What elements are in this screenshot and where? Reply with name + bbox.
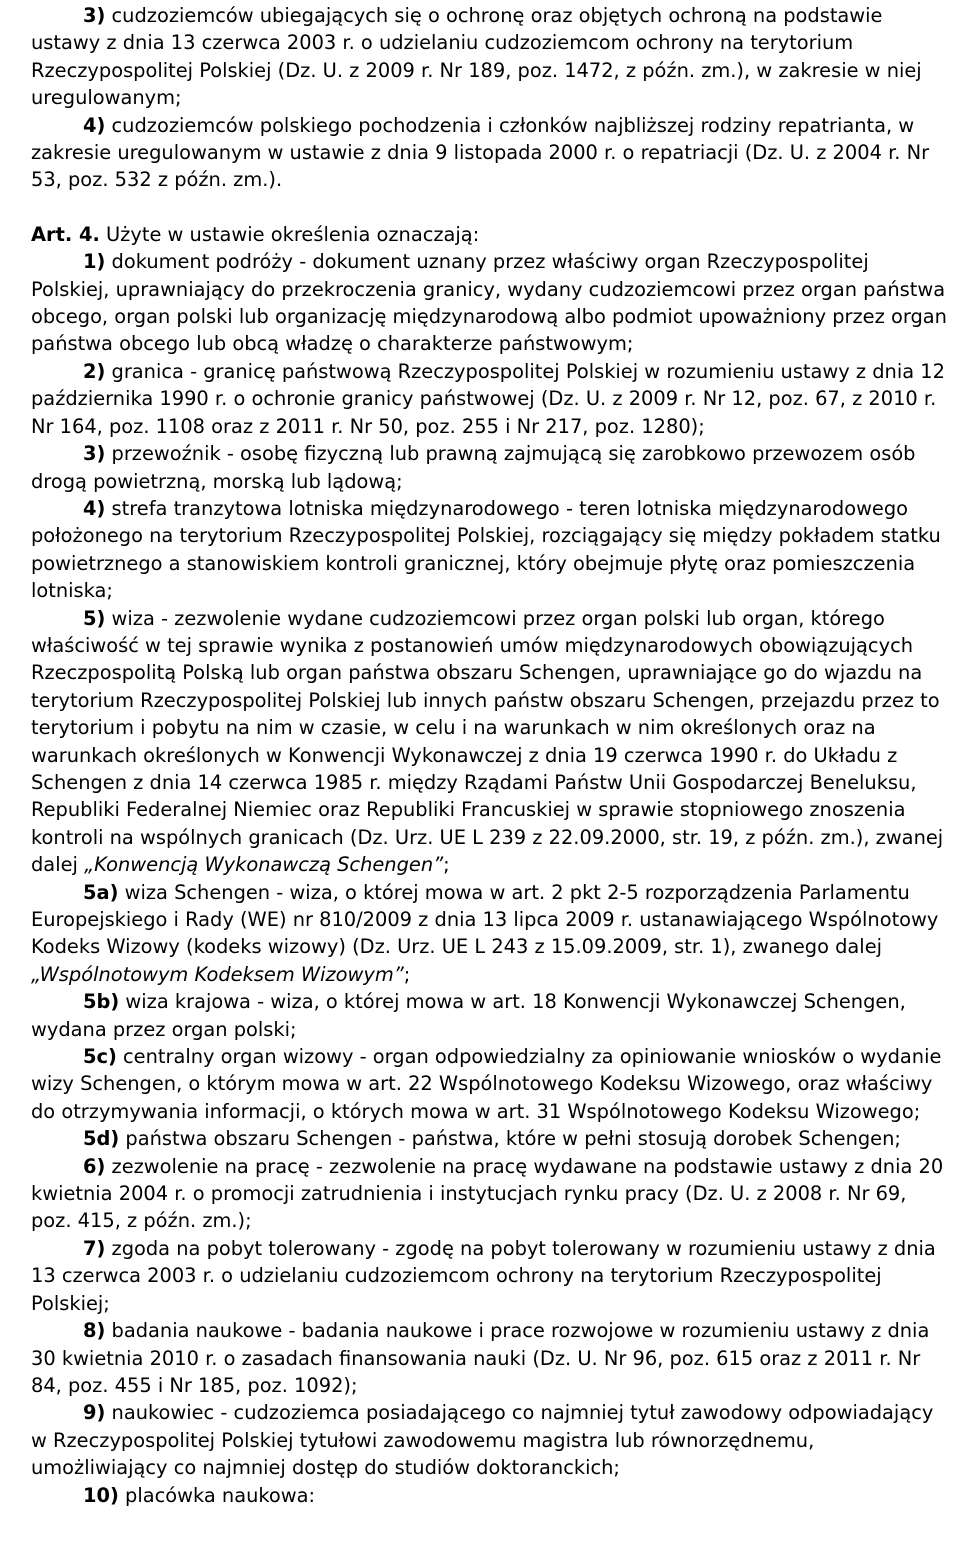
definition-text: wiza Schengen - wiza, o której mowa w art. 2 pkt 2-5 rozporządzenia Parlamentu Europejskiego i Rady (WE) nr 810/2009 z dnia 13 lipca 2009 r. ustanawiającego Wspólnotowy Kodeks Wizowy (kodeks wizowy) (Dz. Urz. UE L 243 z 15.09.2009, str. 1), zwanego dalej [31, 880, 939, 959]
definition-text: przewoźnik - osobę fizyczną lub prawną zajmującą się zarobkowo przewozem osób drogą powietrzną, morską lub lądową; [31, 442, 916, 493]
definition-5b [31, 988, 948, 1043]
article-heading [31, 221, 948, 248]
definition-3 [31, 440, 948, 495]
item-number: 4) [83, 113, 106, 137]
item-text: cudzoziemców ubiegających się o ochronę oraz objętych ochroną na podstawie ustawy z dnia 13 czerwca 2003 r. o udzielaniu cudzoziemcom ochrony na terytorium Rzeczypospolitej Polskiej (Dz. U. z 2009 r. Nr 189, poz. 1472, z późn. zm.), w zakresie w niej uregulowanym; [31, 4, 922, 110]
definition-number: 1) [83, 250, 106, 274]
definition-7 [31, 1235, 948, 1317]
definition-text: centralny organ wizowy - organ odpowiedzialny za opiniowanie wniosków o wydanie wizy Schengen, o którym mowa w art. 22 Wspólnotowego Kodeksu Wizowego, oraz właściwy do otrzymywania informacji, o których mowa w art. 31 Wspólnotowego Kodeksu Wizowego; [31, 1045, 942, 1123]
definition-5a [31, 879, 948, 989]
definition-number: 5a) [83, 880, 119, 904]
definition-number: 4) [83, 496, 106, 520]
definition-text: wiza - zezwolenie wydane cudzoziemcowi przez organ polski lub organ, którego właściwość w tej sprawie wynika z postanowień umów międzynarodowych obowiązujących Rzeczpospolitą Polską lub organ państwa obszaru Schengen, uprawniające go do wjazdu na terytorium Rzeczypospolitej Polskiej lub innych państw obszaru Schengen, przejazdu przez to terytorium i pobytu na nim w czasie, w celu i na warunkach w nim określonych oraz na warunkach określonych w Konwencji Wykonawczej z dnia 19 czerwca 1990 r. do Układu z Schengen z dnia 14 czerwca 1985 r. między Rządami Państw Unii Gospodarczej Beneluksu, Republiki Federalnej Niemiec oraz Republiki Francuskiej w sprawie stopniowego znoszenia kontroli na wspólnych granicach (Dz. Urz. UE L 239 z 22.09.2000, str. 19, z późn. zm.), zwanej dalej [31, 606, 944, 877]
definition-number: 10) [83, 1483, 119, 1507]
definition-5 [31, 605, 948, 879]
list-item-4 [31, 112, 948, 194]
definition-text: strefa tranzytowa lotniska międzynarodowego - teren lotniska międzynarodowego położonego na terytorium Rzeczypospolitej Polskiej, rozciągający się między pokładem statku powietrznego a stanowiskiem kontroli granicznej, który obejmuje płytę oraz pomieszczenia lotniska; [31, 496, 941, 603]
definition-1 [31, 248, 948, 358]
definition-text: badania naukowe - badania naukowe i prace rozwojowe w rozumieniu ustawy z dnia 30 kwietnia 2010 r. o zasadach finansowania nauki (Dz. U. Nr 96, poz. 615 oraz z 2011 r. Nr 84, poz. 455 i Nr 185, poz. 1092); [31, 1319, 930, 1397]
definition-tail: ; [443, 853, 450, 877]
definition-number: 5) [83, 606, 106, 630]
article-label: Art. 4. [31, 222, 100, 246]
definition-text: placówka naukowa: [118, 1483, 316, 1507]
article-intro: Użyte w ustawie określenia oznaczają: [99, 222, 480, 246]
definition-9 [31, 1399, 948, 1481]
defined-term: „Wspólnotowym Kodeksem Wizowym” [31, 962, 404, 986]
definition-text: granica - granicę państwową Rzeczypospolitej Polskiej w rozumieniu ustawy z dnia 12 października 1990 r. o ochronie granicy państwowej (Dz. U. z 2009 r. Nr 12, poz. 67, z 2010 r. Nr 164, poz. 1108 oraz z 2011 r. Nr 50, poz. 255 i Nr 217, poz. 1280); [31, 359, 945, 438]
definition-6 [31, 1153, 948, 1235]
defined-term: „Konwencją Wykonawczą Schengen” [84, 853, 444, 877]
list-item-3 [31, 2, 948, 112]
definition-2 [31, 358, 948, 440]
definition-text: naukowiec - cudzoziemca posiadającego co najmniej tytuł zawodowy odpowiadający w Rzeczypospolitej Polskiej tytułowi zawodowemu magistra lub równorzędnemu, umożliwiający co najmniej dostęp do studiów doktoranckich; [31, 1401, 934, 1480]
definition-number: 6) [83, 1154, 106, 1178]
definition-10 [31, 1482, 948, 1509]
item-number: 3) [83, 4, 106, 27]
definition-text: zgoda na pobyt tolerowany - zgodę na pobyt tolerowany w rozumieniu ustawy z dnia 13 czerwca 2003 r. o udzielaniu cudzoziemcom ochrony na terytorium Rzeczypospolitej Polskiej; [31, 1236, 936, 1315]
definition-number: 3) [83, 442, 106, 466]
definition-text: zezwolenie na pracę - zezwolenie na pracę wydawane na podstawie ustawy z dnia 20 kwietnia 2004 r. o promocji zatrudnienia i instytucjach rynku pracy (Dz. U. z 2008 r. Nr 69, poz. 415, z późn. zm.); [31, 1154, 944, 1233]
definition-tail: ; [403, 962, 411, 986]
definition-number: 2) [83, 359, 106, 383]
definition-number: 5b) [83, 990, 120, 1014]
definition-number: 7) [83, 1236, 106, 1260]
item-text: cudzoziemców polskiego pochodzenia i członków najbliższej rodziny repatrianta, w zakresie uregulowanym w ustawie z dnia 9 listopada 2000 r. o repatriacji (Dz. U. z 2004 r. Nr 53, poz. 532 z późn. zm.). [31, 113, 930, 192]
definition-text: państwa obszaru Schengen - państwa, które w pełni stosują dorobek Schengen; [119, 1127, 901, 1151]
definition-5d [31, 1125, 948, 1152]
definition-5c [31, 1043, 948, 1125]
definition-4 [31, 495, 948, 605]
definition-number: 5d) [83, 1127, 120, 1151]
definition-number: 9) [83, 1401, 106, 1425]
definition-8 [31, 1317, 948, 1399]
definition-text: wiza krajowa - wiza, o której mowa w art. 18 Konwencji Wykonawczej Schengen, wydana przez organ polski; [31, 990, 906, 1041]
definition-number: 8) [83, 1319, 106, 1343]
paragraph-spacer [31, 194, 948, 221]
definition-text: dokument podróży - dokument uznany przez właściwy organ Rzeczypospolitej Polskiej, uprawniający do przekroczenia granicy, wydany cudzoziemcowi przez organ państwa obcego, organ polski lub organizację międzynarodową albo podmiot upoważniony przez organ państwa obcego lub obcą władzę o charakterze państwowym; [31, 250, 947, 356]
definition-number: 5c) [83, 1045, 117, 1069]
